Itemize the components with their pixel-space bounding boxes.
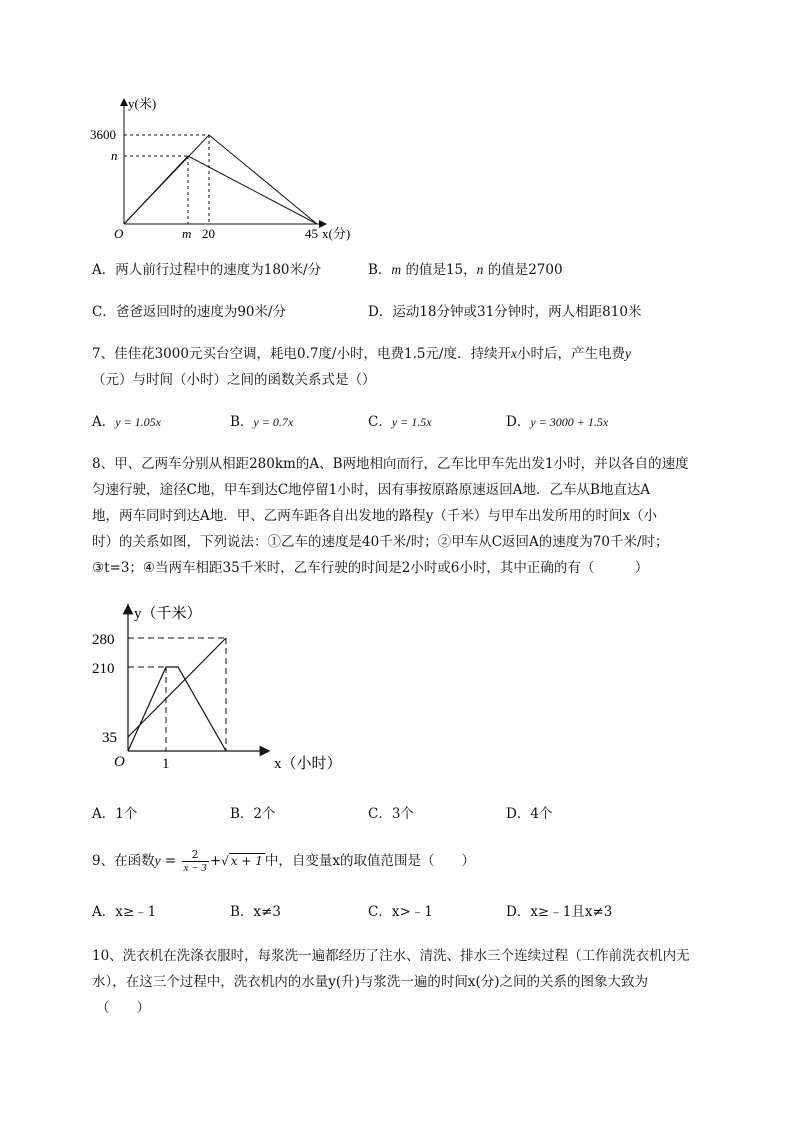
y-axis-label: y(米)	[128, 96, 157, 111]
q10-stem-line3: （ ）	[96, 1000, 150, 1016]
q7-option-b	[230, 410, 293, 434]
line-outbound-return	[124, 135, 317, 224]
y-tick-35: 35	[102, 730, 117, 746]
q8-stem-line1: 8、甲、乙两车分别从相距280km的A、B两地相向而行，乙车比甲车先出发1小时，并以各自的速度	[92, 456, 689, 472]
q9-option-a: A．x≥﹣1	[92, 904, 157, 920]
q9-fraction	[182, 849, 209, 874]
q7-stem-y: y	[624, 346, 631, 361]
y-tick-210: 210	[92, 661, 115, 677]
q10-stem-line1: 10、洗衣机在洗涤衣服时，每浆洗一遍都经历了注水、清洗、排水三个连续过程（工作前洗衣机内无	[92, 948, 690, 964]
q6-option-b-suffix: 的值是2700	[483, 262, 563, 278]
x-axis-label: x（小时）	[274, 756, 342, 772]
q10-stem-line2: 水），在这三个过程中，洗衣机内的水量y(升)与浆洗一遍的时间x(分)之间的关系的图象大致为	[92, 974, 649, 990]
origin-label: O	[114, 226, 124, 241]
q9-stem	[92, 846, 475, 876]
q7-stem-line1	[92, 342, 631, 366]
q8-option-c: C．3个	[368, 806, 414, 822]
q6-option-d: D．运动18分钟或31分钟时，两人相距810米	[368, 304, 642, 320]
y-tick-3600: 3600	[90, 127, 116, 142]
q7-option-d-expr: y = 3000 + 1.5x	[530, 415, 609, 429]
x-tick-45: 45	[305, 226, 318, 241]
q7-stem-x: x	[510, 346, 517, 361]
q9-option-b: B．x≠3	[230, 904, 281, 920]
q9-option-d: D．x≥﹣1且x≠3	[506, 904, 613, 920]
q6-option-b	[368, 258, 563, 282]
distance-time-graph-2	[88, 600, 368, 780]
q9-sqrt-inner: x + 1	[230, 854, 263, 868]
y-tick-280: 280	[92, 632, 115, 648]
q7-option-a	[92, 410, 161, 434]
q8-stem-line4: 时）的关系如图，下列说法：①乙车的速度是40千米/时；②甲车从C返回A的速度为70千米/时；	[92, 534, 669, 550]
x-tick-m: m	[182, 226, 192, 241]
x-axis-label: x(分)	[322, 226, 351, 241]
q7-option-b-label: B．	[230, 414, 254, 430]
q9-sqrt: √ x + 1	[221, 854, 263, 868]
q6-option-b-mid: 的值是15，	[401, 262, 477, 278]
q7-option-c	[368, 410, 432, 434]
q8-stem-line5: ③t=3；④当两车相距35千米时，乙车行驶的时间是2小时或6小时，其中正确的有（ ）	[92, 560, 649, 576]
q7-stem-line2: （元）与时间（小时）之间的函数关系式是（）	[92, 372, 376, 388]
q9-plus: +	[209, 853, 222, 869]
origin-label: O	[114, 754, 125, 770]
q6-option-a: A．两人前行过程中的速度为180米/分	[92, 262, 322, 278]
q9-option-c: C．x>﹣1	[368, 904, 433, 920]
q7-option-a-label: A．	[92, 414, 116, 430]
q7-stem-text-b: 小时后，产生电费	[516, 346, 625, 362]
x-tick-1: 1	[162, 756, 170, 772]
y-tick-n: n	[111, 148, 118, 163]
q6-option-b-prefix: B．	[368, 262, 392, 278]
q9-prefix: 9、在函数	[92, 853, 155, 869]
q8-stem-line3: 地，两车同时到达A地．甲、乙两车距各自出发地的路程y（千米）与甲车出发所用的时间x（小	[92, 508, 657, 524]
q8-option-b: B．2个	[230, 806, 276, 822]
q8-option-a: A．1个	[92, 806, 138, 822]
line-car-yi	[128, 638, 226, 737]
line-slow-return	[124, 156, 317, 224]
q7-option-a-expr: y = 1.05x	[115, 415, 161, 429]
q7-option-c-label: C．	[368, 414, 392, 430]
q7-option-c-expr: y = 1.5x	[391, 415, 432, 429]
q9-suffix: 中，自变量x的取值范围是（ ）	[264, 853, 475, 869]
distance-time-graph-1	[80, 92, 370, 242]
q7-stem-text-a: 7、佳佳花3000元买台空调，耗电0.7度/小时，电费1.5元/度．持续开	[92, 346, 511, 362]
line-car-jia	[128, 667, 226, 751]
q9-y: y	[154, 853, 161, 868]
y-axis-label: y（千米）	[134, 606, 202, 622]
q9-frac-den: x − 3	[183, 862, 207, 874]
q6-option-c: C．爸爸返回时的速度为90米/分	[92, 304, 287, 320]
q9-eq: =	[160, 853, 181, 869]
q6-option-b-m: m	[391, 262, 402, 277]
q6-option-b-n: n	[476, 262, 484, 277]
q9-frac-num: 2	[182, 849, 209, 862]
q8-option-d: D．4个	[506, 806, 553, 822]
q7-option-b-expr: y = 0.7x	[253, 415, 294, 429]
q7-option-d-label: D．	[506, 414, 531, 430]
q8-stem-line2: 匀速行驶，途径C地，甲车到达C地停留1小时，因有事按原路原速返回A地．乙车从B地直达A	[92, 482, 651, 498]
x-tick-20: 20	[202, 226, 215, 241]
q7-option-d	[506, 410, 608, 434]
